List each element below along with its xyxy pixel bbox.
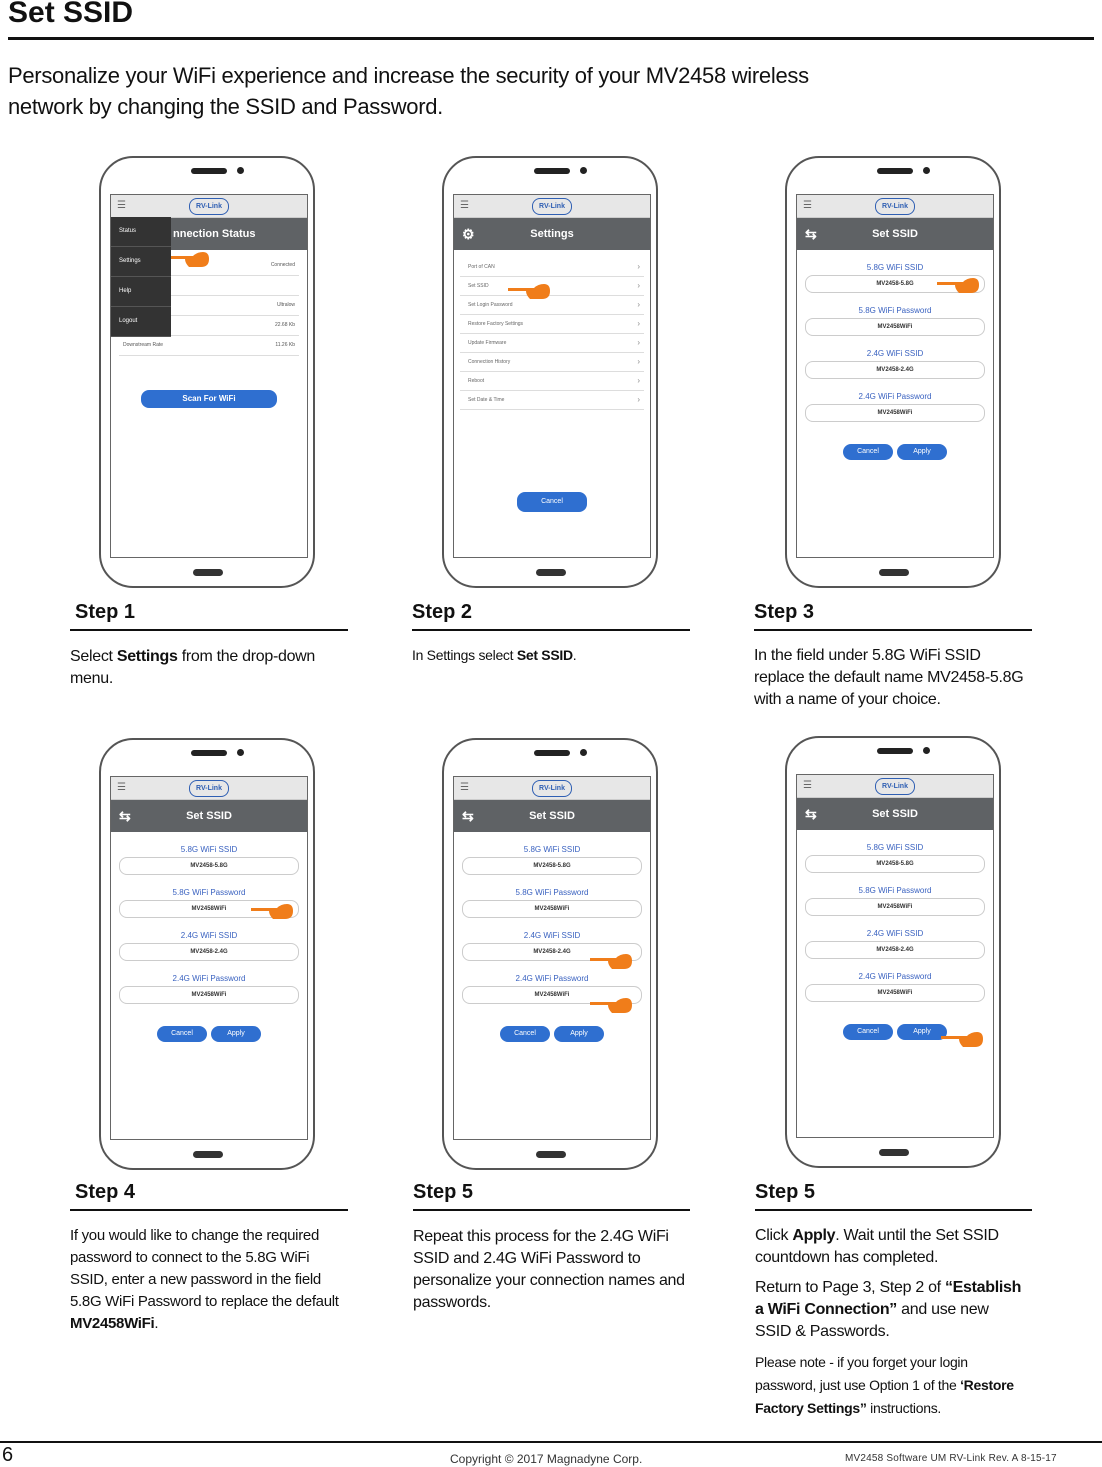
camera: [580, 749, 587, 756]
step-text-part: . Wait until the Set SSID countdown has completed.: [755, 1227, 999, 1266]
hamburger-icon[interactable]: ☰: [803, 200, 812, 211]
settings-item-label: Connection History: [468, 359, 511, 365]
camera: [580, 167, 587, 174]
step-6-paragraph-3: [755, 1351, 1025, 1420]
apply-button[interactable]: Apply: [211, 1026, 261, 1042]
field-label: 5.8G WiFi SSID: [523, 845, 581, 854]
step-1-rule: [70, 629, 348, 631]
status-label: Downstream Rate: [123, 342, 164, 348]
copyright: Copyright © 2017 Magnadyne Corp.: [450, 1452, 643, 1466]
phone-step-3: [785, 156, 1001, 588]
menu-item-help[interactable]: Help: [111, 277, 171, 307]
step-4-heading: Step 4: [75, 1181, 136, 1203]
step-text-part: .: [154, 1315, 159, 1332]
app-logo: RV-Link: [189, 198, 229, 215]
menu-item-logout[interactable]: Logout: [111, 307, 171, 337]
chevron-right-icon: ›: [637, 281, 640, 290]
status-value: 11.26 Kb: [275, 342, 295, 348]
pointing-hand-icon: [590, 996, 632, 1014]
settings-list-item[interactable]: [460, 334, 644, 353]
camera: [237, 749, 244, 756]
cancel-button[interactable]: Cancel: [843, 444, 893, 460]
settings-item-label: Set Login Password: [468, 302, 513, 308]
settings-list-item[interactable]: [460, 353, 644, 372]
step-text-bold: Settings: [116, 648, 178, 665]
status-value: Connected: [270, 262, 295, 268]
apply-button[interactable]: Apply: [554, 1026, 604, 1042]
settings-header: [454, 218, 650, 250]
password-2-4g-input[interactable]: MV2458WiFi: [805, 404, 985, 422]
step-text-part: from the drop-down menu.: [70, 648, 316, 687]
ssid-header-title: Set SSID: [529, 810, 575, 822]
home-button: [536, 1151, 566, 1158]
settings-list-item[interactable]: [460, 372, 644, 391]
password-5-8g-input[interactable]: MV2458WiFi: [119, 900, 299, 918]
swap-arrows-icon: ⇆: [119, 808, 131, 824]
hamburger-icon[interactable]: ☰: [117, 200, 126, 211]
speaker: [534, 168, 570, 174]
step-2-heading: Step 2: [412, 601, 473, 623]
pointing-hand-icon: [941, 1030, 983, 1048]
home-button: [879, 1149, 909, 1156]
step-text-part: instructions.: [866, 1400, 941, 1416]
password-5-8g-input[interactable]: MV2458WiFi: [805, 318, 985, 336]
status-value: 22.68 Kb: [274, 322, 295, 328]
home-button: [193, 1151, 223, 1158]
status-header: nnection Status: [111, 218, 307, 250]
field-label: 2.4G WiFi SSID: [866, 349, 924, 358]
phone-screen: [796, 194, 994, 558]
speaker: [191, 168, 227, 174]
step-1-heading: Step 1: [75, 601, 136, 623]
camera: [923, 167, 930, 174]
settings-list-item[interactable]: [460, 315, 644, 334]
field-label: 2.4G WiFi SSID: [866, 929, 924, 938]
step-text-bold: Apply: [792, 1227, 836, 1244]
step-text-part: In Settings select: [412, 647, 517, 663]
field-label: 5.8G WiFi Password: [858, 306, 932, 315]
step-text-part: Please note - if you forget your login password, just use Option 1 of the: [755, 1354, 968, 1393]
chevron-right-icon: ›: [637, 338, 640, 347]
hamburger-icon[interactable]: ☰: [460, 200, 469, 211]
dropdown-menu: [111, 217, 171, 337]
ssid-header-title: Set SSID: [872, 808, 918, 820]
app-logo: RV-Link: [532, 198, 572, 215]
step-text-bold: “Establish a WiFi Connection”: [755, 1279, 1022, 1318]
step-text-part: Return to Page 3, Step 2 of: [755, 1279, 945, 1296]
footer-rule: [0, 1441, 1102, 1443]
camera: [237, 167, 244, 174]
field-label: 5.8G WiFi Password: [858, 886, 932, 895]
step-3-rule: [754, 629, 1032, 631]
app-topbar: [797, 195, 993, 218]
page-title: Set SSID: [8, 0, 134, 29]
phone-step-4: [99, 738, 315, 1170]
settings-header-title: Settings: [530, 228, 574, 240]
phone-screen: [796, 774, 994, 1138]
chevron-right-icon: ›: [637, 376, 640, 385]
settings-list-item[interactable]: [460, 296, 644, 315]
step-text-part: and use new SSID & Passwords.: [755, 1301, 989, 1340]
pointing-hand-icon: [251, 902, 293, 920]
step-1-text: [70, 646, 340, 690]
step-5-rule: [413, 1209, 690, 1211]
settings-item-label: Reboot: [468, 378, 485, 384]
step-2-text: [412, 644, 690, 666]
ssid-2-4g-input[interactable]: MV2458-2.4G: [805, 361, 985, 379]
phone-screen: [110, 776, 308, 1140]
hamburger-icon[interactable]: ☰: [117, 782, 126, 793]
pointing-hand-icon: [937, 276, 979, 294]
field-label: 2.4G WiFi SSID: [523, 931, 581, 940]
phone-step-6: [785, 736, 1001, 1168]
settings-item-label: Set Date & Time: [468, 397, 505, 403]
password-5-8g-input[interactable]: MV2458WiFi: [805, 898, 985, 916]
intro-line-2: network by changing the SSID and Password.: [8, 94, 443, 119]
step-3-heading: Step 3: [754, 601, 815, 623]
ssid-header: [454, 800, 650, 832]
step-3-text: In the field under 5.8G WiFi SSID replace the default name MV2458-5.8G with a name of your choice.: [754, 647, 1024, 708]
status-row: [119, 336, 299, 356]
speaker: [534, 750, 570, 756]
step-6-paragraph-2: [755, 1277, 1025, 1343]
step-text-part: .: [572, 647, 577, 663]
ssid-header: [797, 798, 993, 830]
step-6-heading: Step 5: [755, 1181, 816, 1203]
ssid-5-8g-input[interactable]: MV2458-5.8G: [805, 855, 985, 873]
menu-item-settings[interactable]: Settings: [111, 247, 171, 277]
speaker: [191, 750, 227, 756]
step-6-text: [755, 1225, 1025, 1420]
app-logo: RV-Link: [875, 778, 915, 795]
step-text-bold: Set SSID: [516, 647, 573, 663]
step-text-bold: ‘Restore Factory Settings”: [755, 1377, 1014, 1416]
ssid-2-4g-input[interactable]: MV2458-2.4G: [462, 943, 642, 961]
ssid-5-8g-input[interactable]: MV2458-5.8G: [805, 275, 985, 293]
swap-arrows-icon: ⇆: [462, 808, 474, 824]
step-4-rule: [70, 1209, 348, 1211]
pointing-hand-icon: [508, 282, 550, 300]
intro-line-1: Personalize your WiFi experience and increase the security of your MV2458 wireless: [8, 63, 809, 88]
phone-screen: [110, 194, 308, 558]
field-label: 5.8G WiFi Password: [515, 888, 589, 897]
intro-paragraph: [8, 60, 908, 122]
password-2-4g-input[interactable]: MV2458WiFi: [805, 984, 985, 1002]
ssid-5-8g-input[interactable]: MV2458-5.8G: [119, 857, 299, 875]
app-logo: RV-Link: [189, 780, 229, 797]
step-4-text: [70, 1225, 348, 1335]
home-button: [193, 569, 223, 576]
pointing-hand-icon: [590, 952, 632, 970]
step-text-part: Click: [755, 1227, 793, 1244]
status-value: Ultralow: [276, 302, 295, 308]
password-2-4g-input[interactable]: MV2458WiFi: [462, 986, 642, 1004]
ssid-5-8g-input[interactable]: MV2458-5.8G: [462, 857, 642, 875]
chevron-right-icon: ›: [637, 395, 640, 404]
field-label: 5.8G WiFi SSID: [180, 845, 238, 854]
app-logo: RV-Link: [875, 198, 915, 215]
apply-button[interactable]: Apply: [897, 1024, 947, 1040]
ssid-header-title: Set SSID: [872, 228, 918, 240]
camera: [923, 747, 930, 754]
settings-item-set-ssid[interactable]: [460, 277, 644, 296]
settings-item-label: Port of CAN: [468, 264, 495, 270]
settings-item-label: Restore Factory Settings: [468, 321, 524, 327]
ssid-2-4g-input[interactable]: MV2458-2.4G: [119, 943, 299, 961]
app-topbar: [111, 777, 307, 800]
scan-for-wifi-button[interactable]: Scan For WiFi: [141, 390, 277, 408]
app-topbar: [797, 775, 993, 798]
chevron-right-icon: ›: [637, 300, 640, 309]
field-label: 2.4G WiFi Password: [858, 972, 932, 981]
chevron-right-icon: ›: [637, 357, 640, 366]
speaker: [877, 748, 913, 754]
field-label: 2.4G WiFi Password: [858, 392, 932, 401]
field-label: 5.8G WiFi Password: [172, 888, 246, 897]
swap-arrows-icon: ⇆: [805, 806, 817, 822]
ssid-header-title: Set SSID: [186, 810, 232, 822]
cancel-button[interactable]: Cancel: [157, 1026, 207, 1042]
cancel-button[interactable]: Cancel: [843, 1024, 893, 1040]
speaker: [877, 168, 913, 174]
field-label: 2.4G WiFi Password: [172, 974, 246, 983]
swap-arrows-icon: ⇆: [805, 226, 817, 242]
phone-step-1: [99, 156, 315, 588]
app-topbar: [454, 777, 650, 800]
chevron-right-icon: ›: [637, 319, 640, 328]
home-button: [879, 569, 909, 576]
chevron-right-icon: ›: [637, 262, 640, 271]
step-6-rule: [755, 1209, 1032, 1211]
ssid-header: [111, 800, 307, 832]
phone-step-2: [442, 156, 658, 588]
cancel-button[interactable]: Cancel: [517, 492, 587, 512]
field-label: 5.8G WiFi SSID: [866, 263, 924, 272]
password-5-8g-input[interactable]: MV2458WiFi: [462, 900, 642, 918]
step-6-paragraph-1: [755, 1225, 1025, 1269]
ssid-header: [797, 218, 993, 250]
document-reference: MV2458 Software UM RV-Link Rev. A 8-15-17: [845, 1453, 1057, 1464]
gear-icon: ⚙: [462, 226, 475, 242]
pointing-hand-icon: [167, 250, 209, 268]
app-topbar: [454, 195, 650, 218]
settings-list-item[interactable]: [460, 258, 644, 277]
hamburger-icon[interactable]: ☰: [803, 780, 812, 791]
step-text-part: If you would like to change the required password to connect to the 5.8G WiFi SSID, enter a new password in the field 5.8G WiFi Password to replace the default: [70, 1227, 339, 1310]
step-2-rule: [412, 629, 690, 631]
field-label: 2.4G WiFi Password: [515, 974, 589, 983]
cancel-button[interactable]: Cancel: [500, 1026, 550, 1042]
ssid-2-4g-input[interactable]: MV2458-2.4G: [805, 941, 985, 959]
field-label: 5.8G WiFi SSID: [866, 843, 924, 852]
step-5-heading: Step 5: [413, 1181, 474, 1203]
field-label: 2.4G WiFi SSID: [180, 931, 238, 940]
phone-step-5: [442, 738, 658, 1170]
page-number: 6: [2, 1444, 14, 1466]
app-logo: RV-Link: [532, 780, 572, 797]
step-5-text: Repeat this process for the 2.4G WiFi SSID and 2.4G WiFi Password to personalize your connection names and passwords.: [413, 1228, 685, 1311]
settings-item-label: Set SSID: [468, 283, 489, 289]
home-button: [536, 569, 566, 576]
step-text-part: Select: [70, 648, 117, 665]
title-rule: [8, 37, 1094, 40]
menu-item-status[interactable]: Status: [111, 217, 171, 247]
apply-button[interactable]: Apply: [897, 444, 947, 460]
settings-list-item[interactable]: [460, 391, 644, 410]
settings-item-label: Update Firmware: [468, 340, 507, 346]
step-text-bold: MV2458WiFi: [70, 1315, 155, 1332]
hamburger-icon[interactable]: ☰: [460, 782, 469, 793]
password-2-4g-input[interactable]: MV2458WiFi: [119, 986, 299, 1004]
phone-screen: [453, 194, 651, 558]
app-topbar: [111, 195, 307, 218]
